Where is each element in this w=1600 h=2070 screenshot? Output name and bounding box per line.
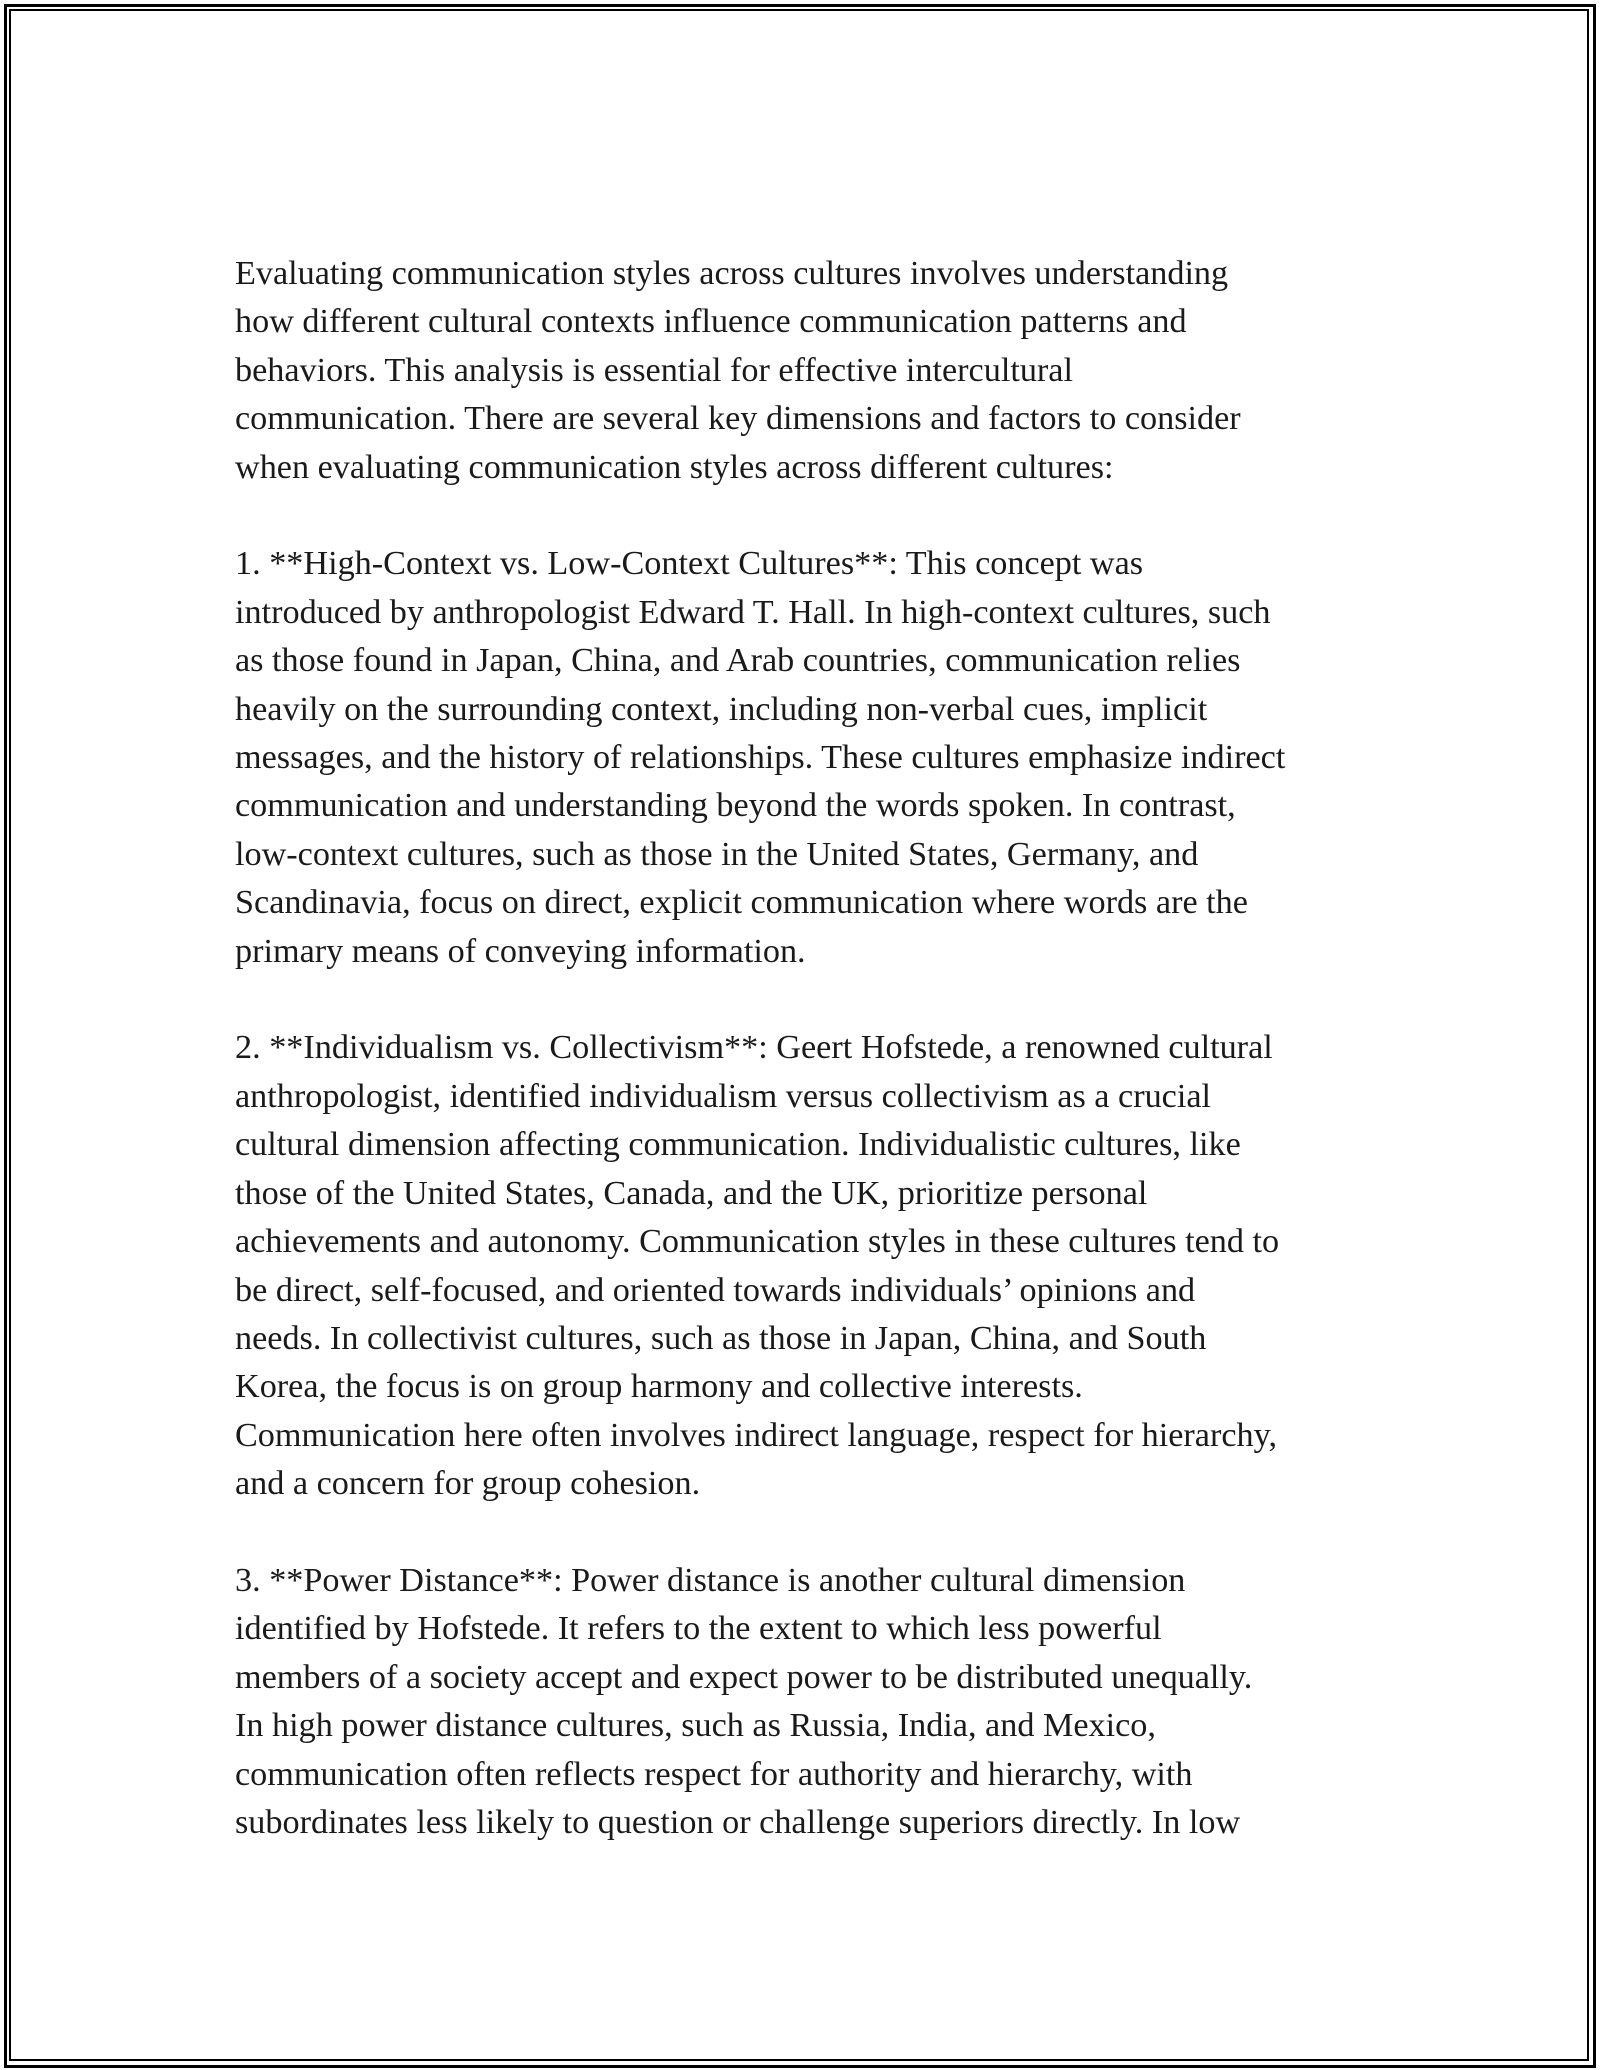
- text-line: how different cultural contexts influence communication patterns and: [235, 303, 1187, 341]
- text-line: anthropologist, identified individualism versus collectivism as a crucial: [235, 1077, 1212, 1115]
- text-line: low-context cultures, such as those in the United States, Germany, and: [235, 835, 1199, 873]
- text-line: primary means of conveying information.: [235, 932, 806, 970]
- text-line: 2. **Individualism vs. Collectivism**: Geert Hofstede, a renowned cultural: [235, 1029, 1273, 1067]
- power-distance-paragraph: [235, 1557, 1365, 1847]
- text-line: Evaluating communication styles across cultures involves understanding: [235, 255, 1229, 292]
- text-line: subordinates less likely to question or challenge superiors directly. In low: [235, 1803, 1241, 1841]
- high-low-context-paragraph: [235, 540, 1365, 976]
- text-line: achievements and autonomy. Communication styles in these cultures tend to: [235, 1223, 1280, 1261]
- text-line: Communication here often involves indirect language, respect for hierarchy,: [235, 1416, 1278, 1454]
- text-line: 1. **High-Context vs. Low-Context Cultures**: This concept was: [235, 545, 1144, 583]
- individualism-collectivism-paragraph: [235, 1024, 1365, 1508]
- intro-paragraph: [235, 250, 1365, 492]
- text-line: communication. There are several key dimensions and factors to consider: [235, 400, 1241, 438]
- text-line: members of a society accept and expect power to be distributed unequally.: [235, 1658, 1253, 1696]
- text-line: be direct, self-focused, and oriented towards individuals’ opinions and: [235, 1271, 1196, 1309]
- text-line: identified by Hofstede. It refers to the extent to which less powerful: [235, 1610, 1162, 1648]
- document-body: [235, 250, 1365, 1896]
- text-line: when evaluating communication styles across different cultures:: [235, 448, 1114, 486]
- text-line: 3. **Power Distance**: Power distance is another cultural dimension: [235, 1561, 1186, 1599]
- text-line: cultural dimension affecting communication. Individualistic cultures, like: [235, 1126, 1241, 1164]
- text-line: heavily on the surrounding context, including non-verbal cues, implicit: [235, 690, 1208, 728]
- text-line: Korea, the focus is on group harmony and collective interests.: [235, 1368, 1083, 1406]
- text-line: messages, and the history of relationships. These cultures emphasize indirect: [235, 739, 1286, 777]
- text-line: and a concern for group cohesion.: [235, 1465, 701, 1503]
- text-line: behaviors. This analysis is essential for effective intercultural: [235, 351, 1073, 389]
- text-line: introduced by anthropologist Edward T. Hall. In high-context cultures, such: [235, 593, 1271, 631]
- text-line: Scandinavia, focus on direct, explicit communication where words are the: [235, 884, 1248, 922]
- text-line: needs. In collectivist cultures, such as those in Japan, China, and South: [235, 1319, 1207, 1357]
- text-line: those of the United States, Canada, and the UK, prioritize personal: [235, 1174, 1148, 1212]
- text-line: In high power distance cultures, such as Russia, India, and Mexico,: [235, 1707, 1156, 1745]
- text-line: communication and understanding beyond the words spoken. In contrast,: [235, 787, 1236, 825]
- text-line: as those found in Japan, China, and Arab countries, communication relies: [235, 642, 1241, 680]
- text-line: communication often reflects respect for authority and hierarchy, with: [235, 1755, 1193, 1793]
